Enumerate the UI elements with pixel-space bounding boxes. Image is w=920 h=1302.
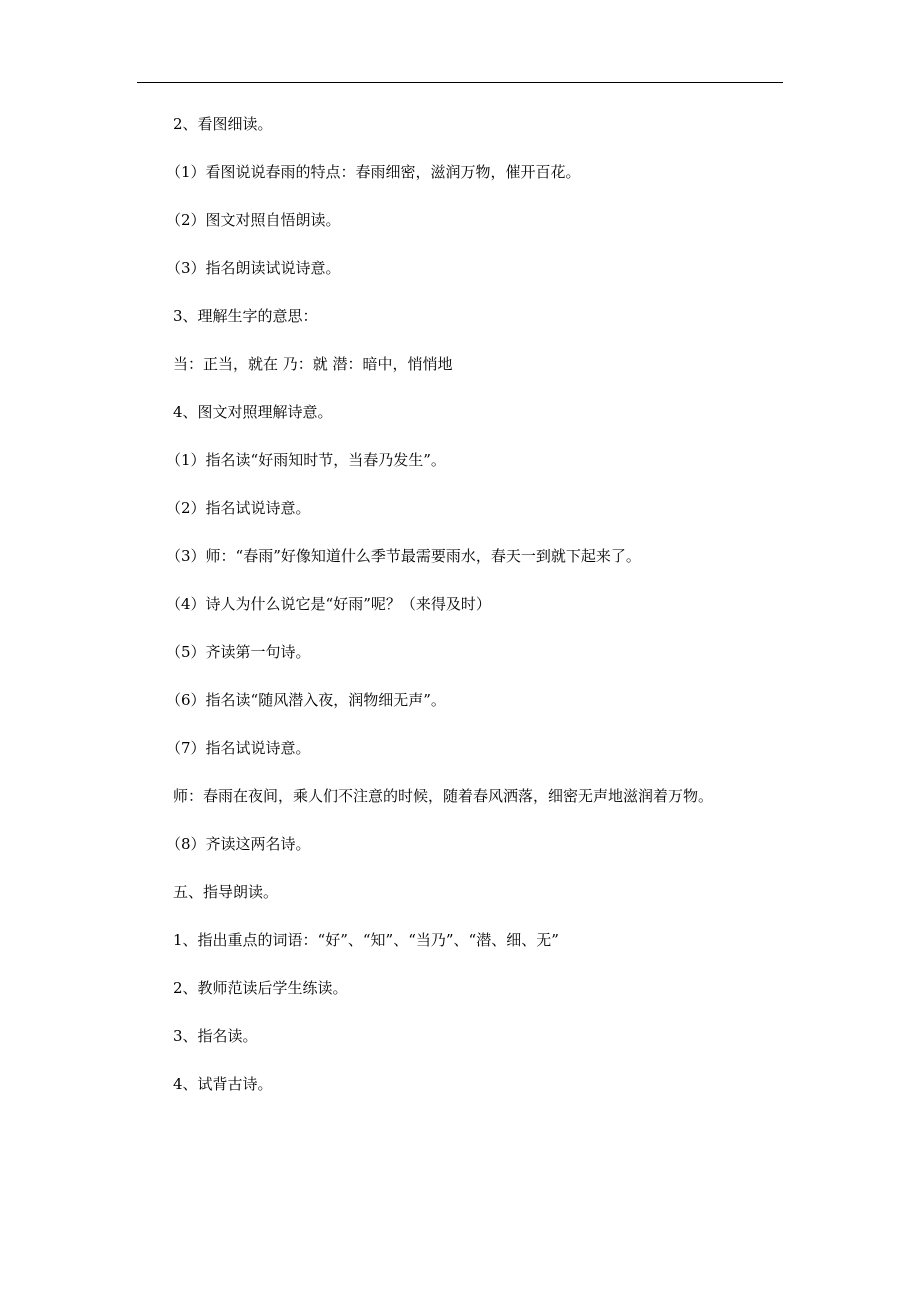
text-line-content: （8）齐读这两名诗。 xyxy=(166,835,311,853)
text-line xyxy=(0,593,920,641)
text-line-content: 2、教师范读后学生练读。 xyxy=(173,979,348,997)
text-line-content: （3）师：“春雨”好像知道什么季节最需要雨水，春天一到就下起来了。 xyxy=(166,547,641,565)
text-line-content: 3、指名读。 xyxy=(173,1027,258,1045)
text-line xyxy=(0,449,920,497)
text-line xyxy=(0,545,920,593)
text-line-content: （2）指名试说诗意。 xyxy=(166,499,311,517)
text-line xyxy=(0,401,920,449)
text-line xyxy=(0,929,920,977)
text-line xyxy=(0,977,920,1025)
text-line xyxy=(0,833,920,881)
text-line xyxy=(0,161,920,209)
text-line xyxy=(0,641,920,689)
text-line-content: 师：春雨在夜间，乘人们不注意的时候，随着春风洒落，细密无声地滋润着万物。 xyxy=(173,787,714,805)
document-body xyxy=(0,113,920,1121)
text-line xyxy=(0,737,920,785)
text-line-content: （4）诗人为什么说它是“好雨”呢？（来得及时） xyxy=(166,595,491,613)
text-line-content: （5）齐读第一句诗。 xyxy=(166,643,311,661)
text-line xyxy=(0,353,920,401)
text-line-content: 4、试背古诗。 xyxy=(173,1075,273,1093)
text-line-content: （3）指名朗读试说诗意。 xyxy=(166,259,341,277)
text-line-content: （2）图文对照自悟朗读。 xyxy=(166,211,341,229)
text-line xyxy=(0,209,920,257)
text-line xyxy=(0,881,920,929)
text-line-content: （1）指名读“好雨知时节，当春乃发生”。 xyxy=(166,451,446,469)
text-line xyxy=(0,497,920,545)
text-line-content: 4、图文对照理解诗意。 xyxy=(173,403,333,421)
text-line xyxy=(0,785,920,833)
text-line xyxy=(0,689,920,737)
text-line xyxy=(0,305,920,353)
text-line xyxy=(0,1073,920,1121)
text-line-content: 2、看图细读。 xyxy=(173,115,273,133)
text-line xyxy=(0,113,920,161)
text-line-content: （6）指名读“随风潜入夜，润物细无声”。 xyxy=(166,691,446,709)
header-rule xyxy=(137,82,783,83)
text-line-content: 五、指导朗读。 xyxy=(173,883,279,901)
text-line-content: 3、理解生字的意思： xyxy=(173,307,318,325)
text-line-content: （1）看图说说春雨的特点：春雨细密，滋润万物，催开百花。 xyxy=(166,163,581,181)
text-line-content: 1、指出重点的词语：“好”、“知”、“当乃”、“潜、细、无” xyxy=(173,931,559,949)
text-line-content: 当：正当，就在 乃：就 潜：暗中，悄悄地 xyxy=(173,355,453,373)
text-line xyxy=(0,1025,920,1073)
text-line xyxy=(0,257,920,305)
text-line-content: （7）指名试说诗意。 xyxy=(166,739,311,757)
